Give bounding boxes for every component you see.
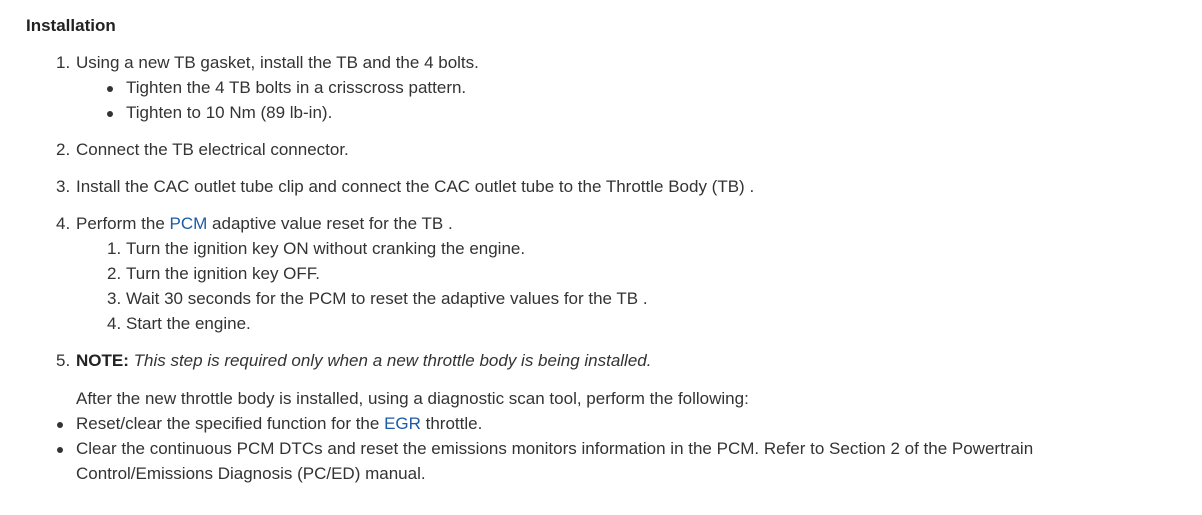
note-label: NOTE:	[76, 351, 129, 370]
bullet-item	[76, 100, 1202, 125]
substep-number: 3.	[107, 289, 122, 308]
bullet-dot	[57, 447, 63, 453]
step-1	[26, 50, 1202, 125]
bullet-text-before: Reset/clear the specified function for the	[76, 414, 385, 433]
step-text-before: Perform the	[76, 214, 170, 233]
substep-item	[76, 236, 1202, 261]
bullet-text-line-1: Clear the continuous PCM DTCs and reset the emissions monitors information in the PCM. Refer to Section 2 of the Powertrain	[76, 439, 1034, 458]
bullet-dot	[57, 422, 63, 428]
bullet-text-line-2: Control/Emissions Diagnosis (PC/ED) manual.	[76, 464, 426, 483]
substep-number: 4.	[107, 314, 122, 333]
substep-text: Turn the ignition key OFF.	[126, 264, 321, 283]
substep-text: Turn the ignition key ON without cranking the engine.	[126, 239, 526, 258]
substep-text: Start the engine.	[126, 314, 251, 333]
section-heading: Installation	[26, 16, 116, 35]
step-text: Using a new TB gasket, install the TB and the 4 bolts.	[76, 53, 479, 72]
bullet-item	[26, 411, 1202, 436]
bullet-text-after: throttle.	[420, 414, 483, 433]
bullet-text: Tighten to 10 Nm (89 lb-in).	[126, 103, 333, 122]
step-4	[26, 211, 1202, 336]
step-3	[26, 174, 1202, 199]
step-5	[26, 348, 1202, 486]
note-text: This step is required only when a new throttle body is being installed.	[133, 351, 652, 370]
step-text-after: adaptive value reset for the TB .	[207, 214, 453, 233]
step-4-substeps	[76, 236, 1202, 336]
step-number: 1.	[56, 53, 71, 72]
pcm-link[interactable]: PCM	[169, 214, 208, 233]
bullet-item	[26, 436, 1202, 486]
step-text: Connect the TB electrical connector.	[76, 140, 349, 159]
step-number: 4.	[56, 214, 71, 233]
bullet-dot	[107, 111, 113, 117]
substep-number: 1.	[107, 239, 122, 258]
substep-number: 2.	[107, 264, 122, 283]
step-5-bullets	[26, 411, 1202, 486]
step-text: Install the CAC outlet tube clip and connect the CAC outlet tube to the Throttle Body (TB) .	[76, 177, 755, 196]
bullet-item	[76, 75, 1202, 100]
substep-item	[76, 261, 1202, 286]
substep-item	[76, 286, 1202, 311]
bullet-text: Tighten the 4 TB bolts in a crisscross pattern.	[126, 78, 467, 97]
step-number: 2.	[56, 140, 71, 159]
step-number: 3.	[56, 177, 71, 196]
substep-text: Wait 30 seconds for the PCM to reset the adaptive values for the TB .	[126, 289, 648, 308]
step-5-paragraph: After the new throttle body is installed, using a diagnostic scan tool, perform the following:	[76, 389, 749, 408]
step-2	[26, 137, 1202, 162]
step-1-bullets	[76, 75, 1202, 125]
egr-link[interactable]: EGR	[384, 414, 421, 433]
substep-item	[76, 311, 1202, 336]
step-number: 5.	[56, 351, 71, 370]
bullet-dot	[107, 86, 113, 92]
steps-list	[26, 50, 1202, 486]
